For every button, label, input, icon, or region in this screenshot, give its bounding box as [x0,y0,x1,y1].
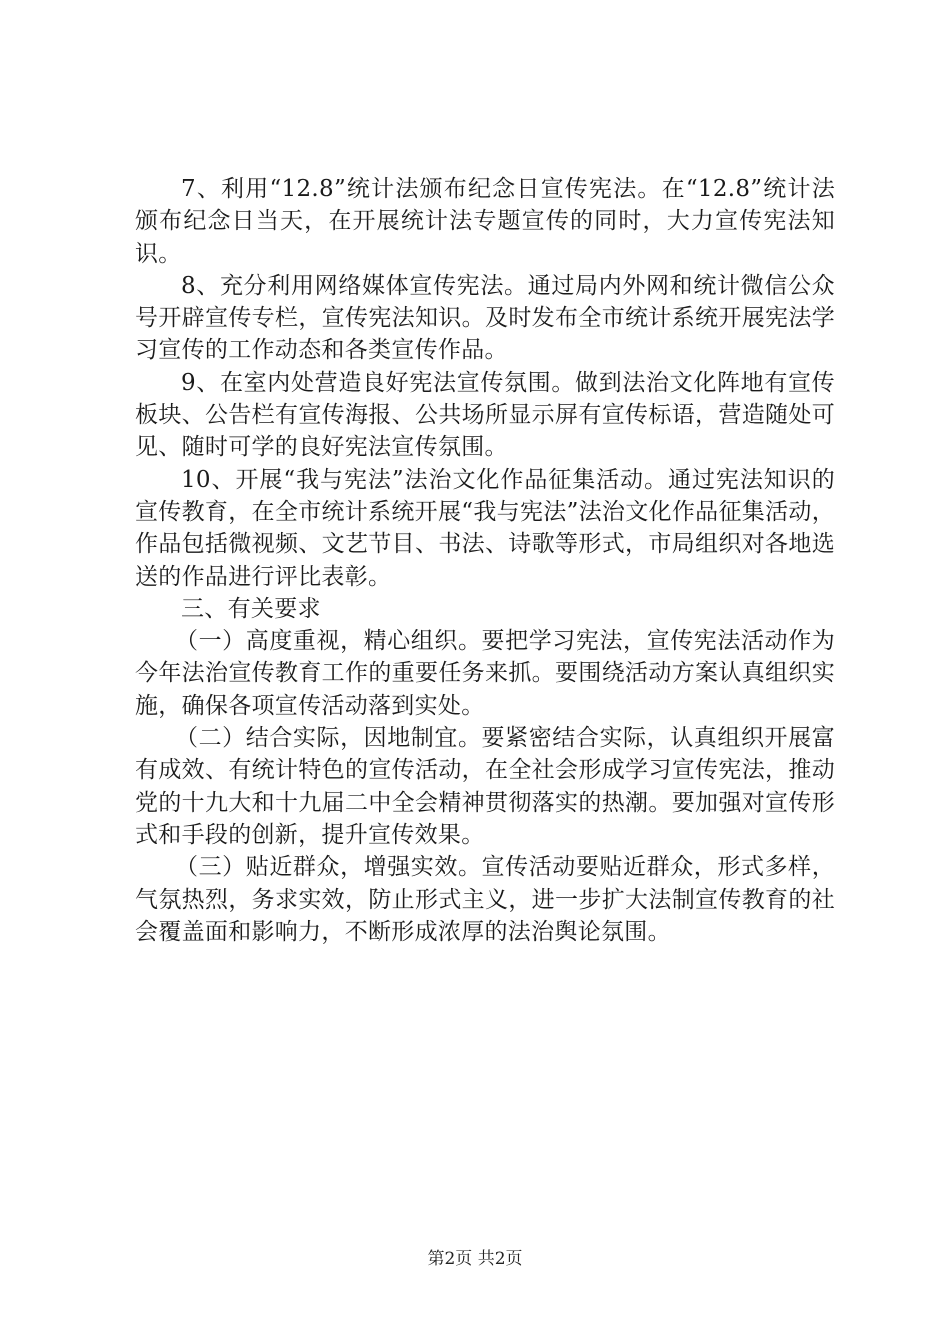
paragraph-requirement-2: （二）结合实际，因地制宜。要紧密结合实际，认真组织开展富有成效、有统计特色的宣传活动，在全社会形成学习宣传宪法，推动党的十九大和十九届二中全会精神贯彻落实的热潮。要加强对宣传形式和手段的创新，提升宣传效果。 [135,725,835,848]
paragraph-item-8: 8、充分利用网络媒体宣传宪法。通过局内外网和统计微信公众号开辟宣传专栏，宣传宪法知识。及时发布全市统计系统开展宪法学习宣传的工作动态和各类宣传作品。 [135,272,835,364]
paragraph-requirement-3: （三）贴近群众，增强实效。宣传活动要贴近群众，形式多样，气氛热烈，务求实效，防止形式主义，进一步扩大法制宣传教育的社会覆盖面和影响力，不断形成浓厚的法治舆论氛围。 [135,854,835,945]
document-body [135,173,835,948]
paragraph-item-7: 7、利用“12.8”统计法颁布纪念日宣传宪法。在“12.8”统计法颁布纪念日当天，在开展统计法专题宣传的同时，大力宣传宪法知识。 [135,176,835,267]
paragraph-item-9: 9、在室内处营造良好宪法宣传氛围。做到法治文化阵地有宣传板块、公告栏有宣传海报、公共场所显示屏有宣传标语，营造随处可见、随时可学的良好宪法宣传氛围。 [135,369,835,461]
paragraph-item-10: 10、开展“我与宪法”法治文化作品征集活动。通过宪法知识的宣传教育，在全市统计系统开展“我与宪法”法治文化作品征集活动，作品包括微视频、文艺节目、书法、诗歌等形式，市局组织对各地选送的作品进行评比表彰。 [135,466,835,590]
paragraph-requirement-1: （一）高度重视，精心组织。要把学习宪法，宣传宪法活动作为今年法治宣传教育工作的重要任务来抓。要围绕活动方案认真组织实施，确保各项宣传活动落到实处。 [135,628,835,719]
section-heading-requirements: 三、有关要求 [181,595,321,622]
page-footer: 第2页 共2页 [427,1249,523,1269]
